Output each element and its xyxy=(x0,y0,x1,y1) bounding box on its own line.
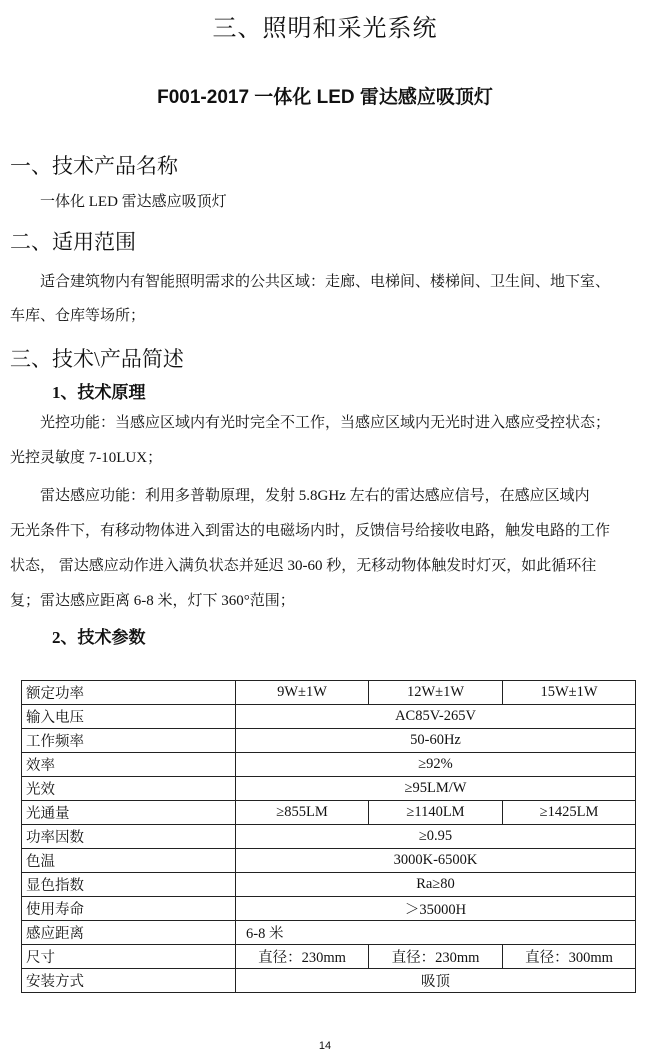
paragraph-2-line-1: 雷达感应功能：利用多普勒原理，发射 5.8GHz 左右的雷达感应信号，在感应区域内 xyxy=(40,488,590,504)
param-value: 直径：300mm xyxy=(503,945,636,969)
param-value: 6-8 米 xyxy=(236,921,636,945)
param-value: 3000K-6500K xyxy=(236,849,636,873)
param-value: 15W±1W xyxy=(503,681,636,705)
param-value: ≥1425LM xyxy=(503,801,636,825)
param-value: ≥92% xyxy=(236,753,636,777)
table-row xyxy=(22,945,636,969)
table-row xyxy=(22,801,636,825)
table-row xyxy=(22,729,636,753)
paragraph-2-line-4: 复；雷达感应距离 6-8 米，灯下 360°范围； xyxy=(10,593,295,609)
param-value: 直径：230mm xyxy=(236,945,369,969)
table-row xyxy=(22,705,636,729)
section-1-heading: 一、技术产品名称 xyxy=(10,154,178,178)
param-label: 安装方式 xyxy=(22,969,236,993)
chapter-title: 三、照明和采光系统 xyxy=(212,16,438,42)
param-value: 吸顶 xyxy=(236,969,636,993)
param-label: 输入电压 xyxy=(22,705,236,729)
table-row xyxy=(22,681,636,705)
technical-parameters-table xyxy=(21,680,636,993)
param-value: AC85V-265V xyxy=(236,705,636,729)
param-label: 效率 xyxy=(22,753,236,777)
table-row xyxy=(22,849,636,873)
table-row xyxy=(22,897,636,921)
param-label: 光效 xyxy=(22,777,236,801)
paragraph-1-line-2: 光控灵敏度 7-10LUX； xyxy=(10,450,163,466)
param-label: 使用寿命 xyxy=(22,897,236,921)
param-value: ＞35000H xyxy=(236,897,636,921)
section-1-body: 一体化 LED 雷达感应吸顶灯 xyxy=(40,194,227,210)
param-value: 12W±1W xyxy=(369,681,503,705)
param-value: ≥95LM/W xyxy=(236,777,636,801)
section-2-line-2: 车库、仓库等场所； xyxy=(10,308,146,324)
param-value: Ra≥80 xyxy=(236,873,636,897)
param-value: ≥855LM xyxy=(236,801,369,825)
product-title: F001-2017 一体化 LED 雷达感应吸顶灯 xyxy=(157,87,493,108)
param-label: 感应距离 xyxy=(22,921,236,945)
param-value: ≥0.95 xyxy=(236,825,636,849)
param-value: 直径：230mm xyxy=(369,945,503,969)
section-3-heading: 三、技术\产品简述 xyxy=(10,347,184,371)
param-value: 50-60Hz xyxy=(236,729,636,753)
paragraph-2-line-2: 无光条件下，有移动物体进入到雷达的电磁场内时，反馈信号给接收电路，触发电路的工作 xyxy=(10,523,611,539)
param-label: 工作频率 xyxy=(22,729,236,753)
paragraph-1-line-1: 光控功能：当感应区域内有光时完全不工作，当感应区域内无光时进入感应受控状态； xyxy=(40,415,611,431)
param-value: ≥1140LM xyxy=(369,801,503,825)
table-row xyxy=(22,777,636,801)
param-label: 显色指数 xyxy=(22,873,236,897)
subsection-1-heading: 1、技术原理 xyxy=(52,383,146,402)
param-label: 色温 xyxy=(22,849,236,873)
param-label: 额定功率 xyxy=(22,681,236,705)
page-number: 14 xyxy=(318,1040,332,1052)
subsection-2-heading: 2、技术参数 xyxy=(52,628,146,647)
param-label: 功率因数 xyxy=(22,825,236,849)
paragraph-2-line-3: 状态， 雷达感应动作进入满负状态并延迟 30-60 秒，无移动物体触发时灯灭，如此循环往 xyxy=(10,558,597,574)
table-row xyxy=(22,753,636,777)
table-row xyxy=(22,873,636,897)
section-2-line-1: 适合建筑物内有智能照明需求的公共区域：走廊、电梯间、楼梯间、卫生间、地下室、 xyxy=(40,274,611,290)
table-row xyxy=(22,969,636,993)
section-2-heading: 二、适用范围 xyxy=(10,230,136,254)
table-row xyxy=(22,921,636,945)
param-label: 尺寸 xyxy=(22,945,236,969)
table-row xyxy=(22,825,636,849)
param-value: 9W±1W xyxy=(236,681,369,705)
param-label: 光通量 xyxy=(22,801,236,825)
